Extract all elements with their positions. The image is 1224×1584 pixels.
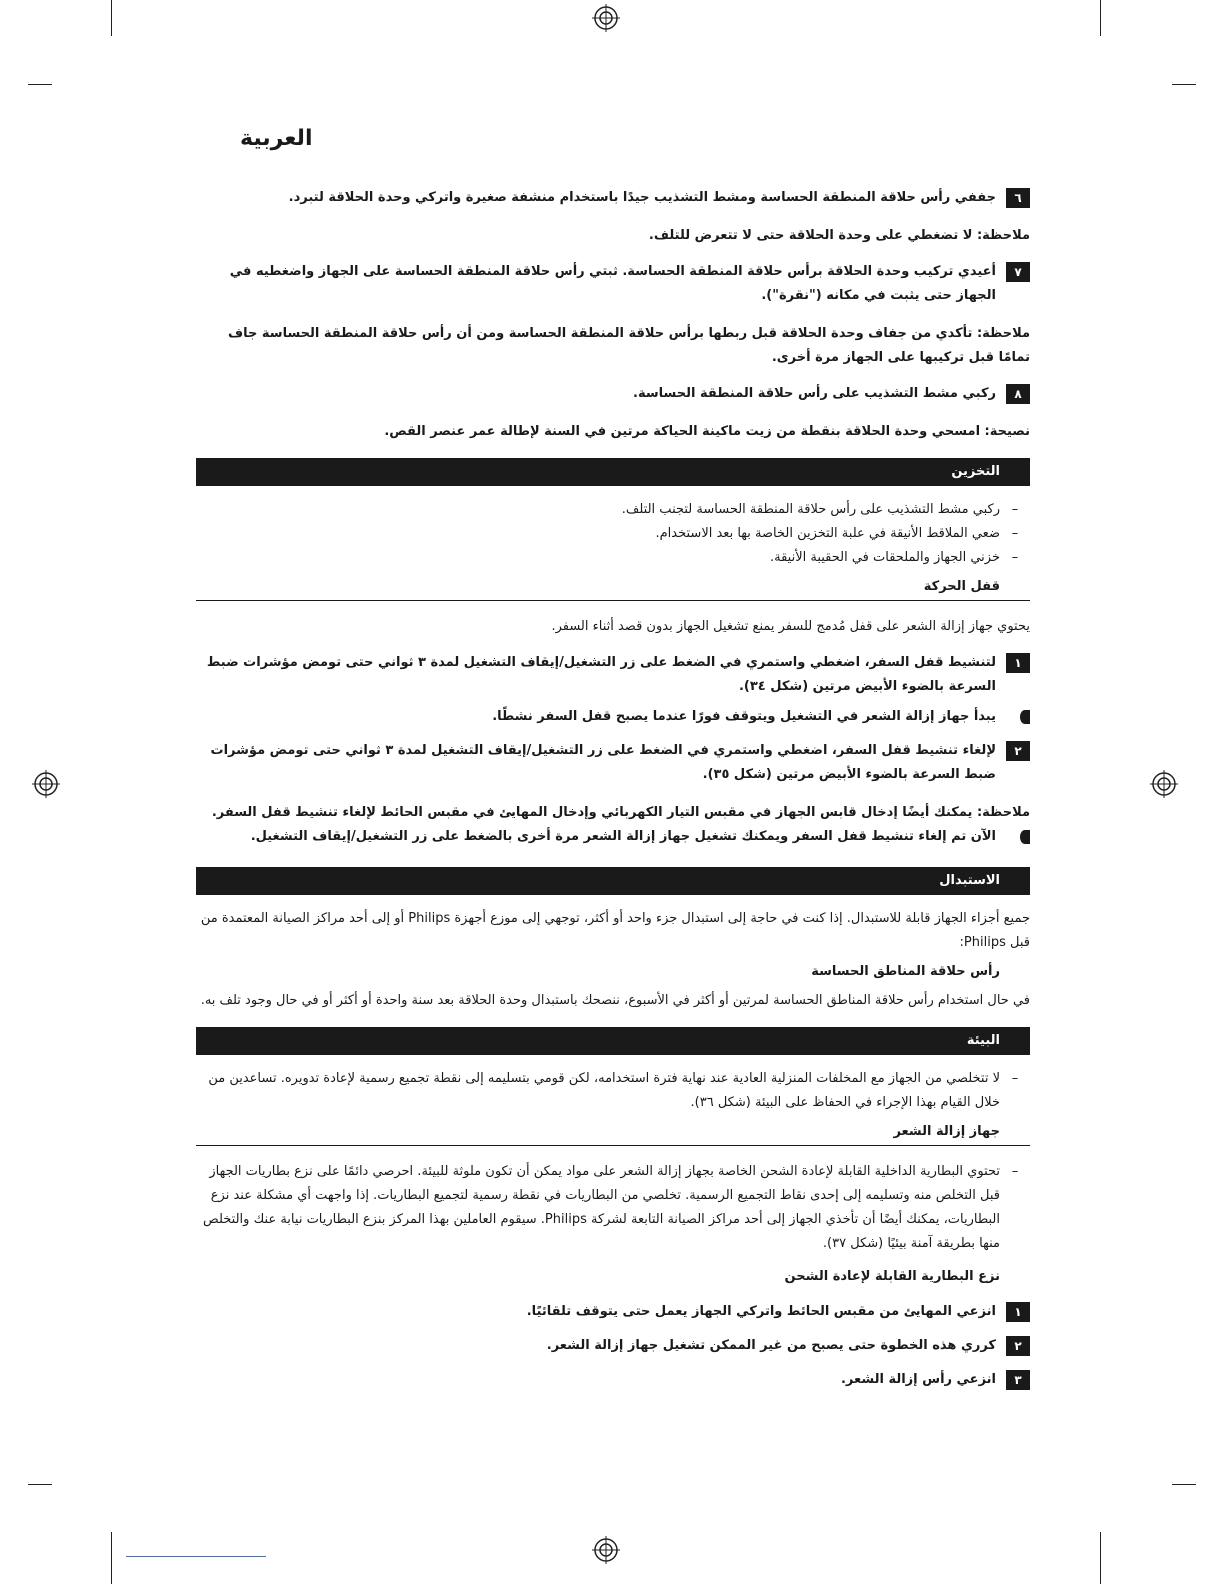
registration-mark-icon <box>592 1536 620 1564</box>
paragraph: جميع أجزاء الجهاز قابلة للاستبدال. إذا كنت في حاجة إلى استبدال جزء واحد أو أكثر، توجهي إلى موزع أجهزة Philips أو إلى أحد مراكز الصيانة المعتمدة من قبل Philips: <box>200 911 1030 950</box>
bullet-item <box>196 705 1030 733</box>
paragraph: يحتوي جهاز إزالة الشعر على قفل مُدمج للسفر يمنع تشغيل الجهاز بدون قصد أثناء السفر. <box>551 619 1030 634</box>
step-text: أعيدي تركيب وحدة الحلاقة برأس حلاقة المنطقة الحساسة. ثبتي رأس حلاقة المنطقة الحساسة على الجهاز واضغطيه في الجهاز حتى يثبت في مكانه ("نقرة"). <box>229 264 996 303</box>
list-item <box>196 1160 1030 1256</box>
bullet-icon <box>996 825 1030 853</box>
removal-step-2 <box>196 1334 1030 1358</box>
paragraph: في حال استخدام رأس حلاقة المناطق الحساسة لمرتين أو أكثر في الأسبوع، ننصحك باستبدال وحدة الحلاقة بعد سنة واحدة أو أكثر أو في حال وجود تلف به. <box>200 993 1030 1008</box>
step-6 <box>196 186 1030 210</box>
footer-line <box>126 1556 266 1557</box>
step-number: ٣ <box>1006 1370 1030 1390</box>
crop-mark <box>1172 84 1196 85</box>
crop-mark <box>111 0 112 36</box>
list-item-text: ركبي مشط التشذيب على رأس حلاقة المنطقة الحساسة لتجنب التلف. <box>621 502 1000 517</box>
registration-mark-icon <box>32 770 60 798</box>
list-item-text: لا تتخلصي من الجهاز مع المخلفات المنزلية العادية عند نهاية فترة استخدامه، لكن قومي بتسليمه إلى نقطة تجميع رسمية لإعادة تدويره. تساعدين من خلال القيام بهذا الإجراء في الحفاظ على البيئة (شكل ٣٦). <box>208 1071 1000 1110</box>
registration-mark-icon <box>1150 770 1178 798</box>
step-number: ٢ <box>1006 1336 1030 1356</box>
section-heading-environment: البيئة <box>196 1027 1030 1055</box>
travel-step-1 <box>196 651 1030 699</box>
step-number: ٨ <box>1006 384 1030 404</box>
crop-mark <box>111 1532 112 1584</box>
dash: – <box>1011 1164 1019 1179</box>
step-number: ٦ <box>1006 188 1030 208</box>
bullet-icon <box>996 705 1030 733</box>
section-heading-replacement: الاستبدال <box>196 867 1030 895</box>
section-heading-storage: التخزين <box>196 458 1030 486</box>
removal-step-3 <box>196 1368 1030 1392</box>
registration-mark-icon <box>592 4 620 32</box>
note: ملاحظة: تأكدي من جفاف وحدة الحلاقة قبل ربطها برأس حلاقة المنطقة الحساسة ومن أن رأس حلاقة المنطقة الحساسة جاف تمامًا قبل تركيبها على الجهاز مرة أخرى. <box>228 326 1030 365</box>
step-number: ٧ <box>1006 262 1030 282</box>
subheading: رأس حلاقة المناطق الحساسة <box>811 964 1000 979</box>
tip: نصيحة: امسحي وحدة الحلاقة بنقطة من زيت ماكينة الحياكة مرتين في السنة لإطالة عمر عنصر القص. <box>384 424 1030 439</box>
crop-mark <box>28 84 52 85</box>
subheading: جهاز إزالة الشعر <box>196 1121 1030 1146</box>
step-text: لتنشيط قفل السفر، اضغطي واستمري في الضغط على زر التشغيل/إيقاف التشغيل لمدة ٣ ثواني حتى تومض مؤشرات ضبط السرعة بالضوء الأبيض مرتين (شكل ٣٤). <box>206 655 996 694</box>
crop-mark <box>1100 0 1101 36</box>
page-title: العربية <box>240 126 313 151</box>
bullet-item <box>196 825 1030 853</box>
step-number: ١ <box>1006 1302 1030 1322</box>
step-text: لإلغاء تنشيط قفل السفر، اضغطي واستمري في الضغط على زر التشغيل/إيقاف التشغيل لمدة ٣ ثواني حتى تومض مؤشرات ضبط السرعة بالضوء الأبيض مرتين (شكل ٣٥). <box>210 743 996 782</box>
subheading: نزع البطارية القابلة لإعادة الشحن <box>784 1269 1000 1284</box>
step-text: انزعي المهايئ من مقبس الحائط واتركي الجهاز يعمل حتى يتوقف تلقائيًا. <box>526 1304 996 1319</box>
note: ملاحظة: يمكنك أيضًا إدخال قابس الجهاز في مقبس التيار الكهربائي وإدخال المهايئ في مقبس الحائط لإلغاء تنشيط قفل السفر. <box>211 805 1030 820</box>
crop-mark <box>28 1484 52 1485</box>
step-7 <box>196 260 1030 308</box>
list-item-text: تحتوي البطارية الداخلية القابلة لإعادة الشحن الخاصة بجهاز إزالة الشعر على مواد يمكن أن تكون ملوثة للبيئة. احرصي دائمًا على نزع بطاريات الجهاز قبل التخلص منه وتسليمه إلى إحدى نقاط التجميع الرسمية. تخلصي من البطاريات في نقطة رسمية لتجميع البطاريات. إذا واجهت أي مشكلة عند نزع البطاريات، يمكنك أيضًا أن تأخذي الجهاز إلى أحد مراكز الصيانة التابعة لشركة Philips. سيقوم العاملين بهذا المركز بنزع البطاريات نيابة عنك والتخلص منها بطريقة آمنة بيئيًا (شكل ٣٧). <box>203 1164 1000 1251</box>
crop-mark <box>1172 1484 1196 1485</box>
step-number: ١ <box>1006 653 1030 673</box>
dash: – <box>1011 1071 1019 1086</box>
travel-step-2 <box>196 739 1030 787</box>
bullet-text: الآن تم إلغاء تنشيط قفل السفر ويمكنك تشغيل جهاز إزالة الشعر مرة أخرى بالضغط على زر التشغيل/إيقاف التشغيل. <box>250 829 996 844</box>
note: ملاحظة: لا تضغطي على وحدة الحلاقة حتى لا تتعرض للتلف. <box>648 228 1030 243</box>
list-item-text: ضعي الملاقط الأنيقة في علبة التخزين الخاصة بها بعد الاستخدام. <box>655 526 1000 541</box>
step-8 <box>196 382 1030 406</box>
step-number: ٢ <box>1006 741 1030 761</box>
removal-step-1 <box>196 1300 1030 1324</box>
manual-content <box>196 186 1030 1406</box>
subheading-travel-lock: قفل الحركة <box>196 576 1030 601</box>
crop-mark <box>1100 1532 1101 1584</box>
step-text: جففي رأس حلاقة المنطقة الحساسة ومشط التشذيب جيدًا باستخدام منشفة صغيرة واتركي وحدة الحلاقة لتبرد. <box>288 190 996 205</box>
list-item-text: خزني الجهاز والملحقات في الحقيبة الأنيقة. <box>769 550 1000 565</box>
list-item <box>196 498 1030 522</box>
list-item <box>196 1067 1030 1115</box>
dash: – <box>1011 550 1019 565</box>
step-text: انزعي رأس إزالة الشعر. <box>840 1372 996 1387</box>
step-text: ركبي مشط التشذيب على رأس حلاقة المنطقة الحساسة. <box>633 386 996 401</box>
list-item <box>196 546 1030 570</box>
bullet-text: يبدأ جهاز إزالة الشعر في التشغيل ويتوقف فورًا عندما يصبح قفل السفر نشطًا. <box>492 709 996 724</box>
dash: – <box>1011 526 1019 541</box>
dash: – <box>1011 502 1019 517</box>
step-text: كرري هذه الخطوة حتى يصبح من غير الممكن تشغيل جهاز إزالة الشعر. <box>546 1338 996 1353</box>
list-item <box>196 522 1030 546</box>
